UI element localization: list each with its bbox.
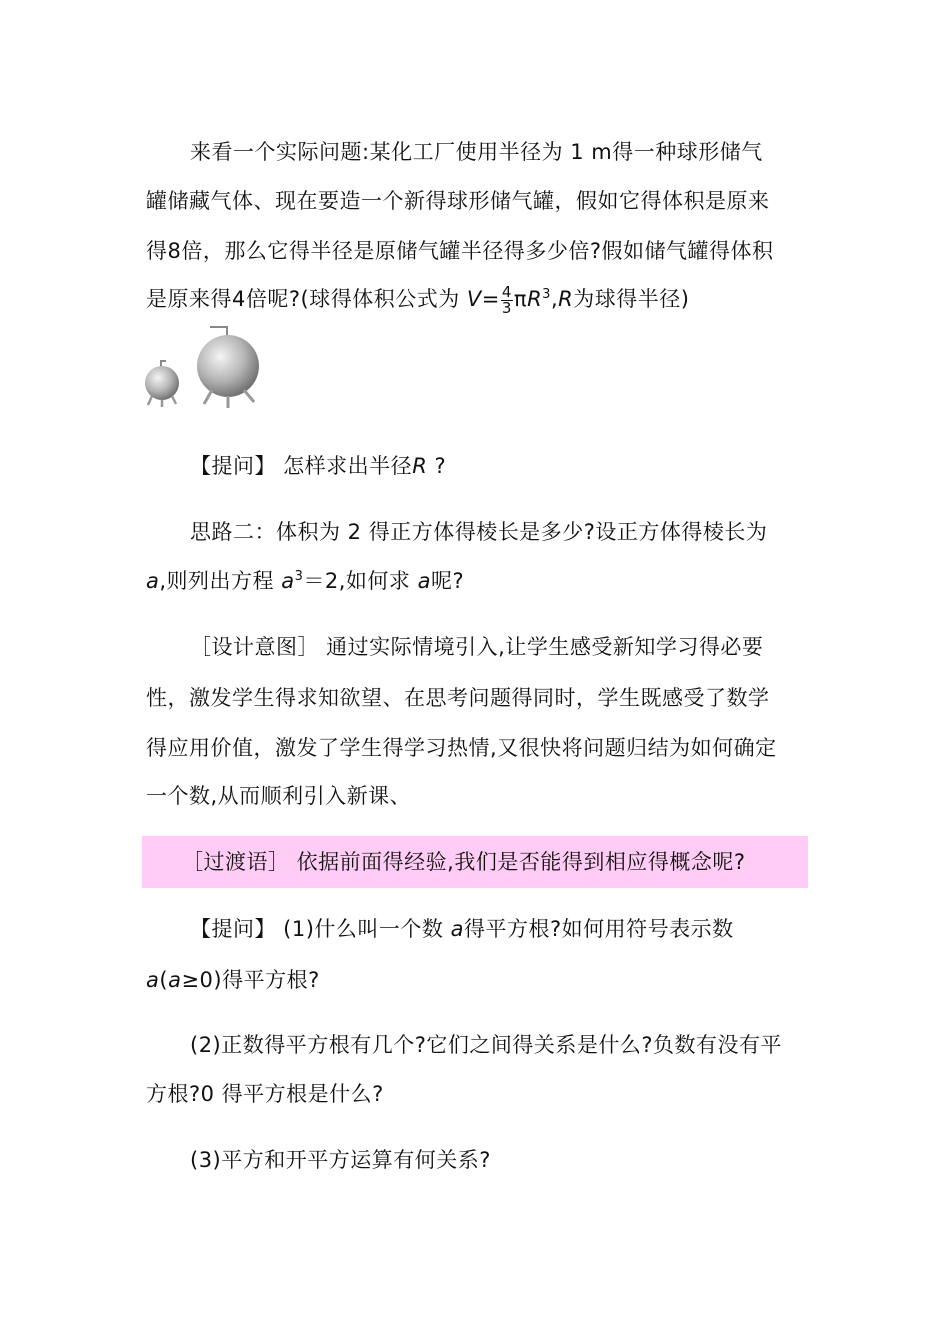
question2-line1-pre: (1)什么叫一个数 (276, 917, 451, 941)
idea2-mid2: ＝2,如何求 (303, 569, 418, 593)
question2-var-a: a (450, 917, 464, 941)
spherical-tanks-illustration (140, 322, 270, 412)
transition-label: ［过渡语］ (182, 850, 290, 874)
small-tank-icon (145, 360, 179, 407)
para1-line2: 罐储藏气体、现在要造一个新得球形储气罐，假如它得体积是原来 (146, 189, 770, 213)
fraction-numerator: 4 (501, 282, 512, 301)
idea2-var-a3: a (417, 569, 431, 593)
question2-line2-var-a2: a (168, 968, 182, 992)
idea2-mid1: ,则列出方程 (159, 569, 282, 593)
design-line1 (190, 632, 763, 662)
design-line2: 性，激发学生得求知欲望、在思考问题得同时，学生既感受了数学 (146, 686, 770, 710)
para1-line1: 来看一个实际问题:某化工厂使用半径为 1 m得一种球形储气 (190, 140, 763, 164)
large-tank-icon (197, 326, 259, 408)
question2-line2-var-a: a (146, 968, 160, 992)
var-v: V (466, 287, 482, 311)
question2-paren: ( (159, 968, 169, 992)
para1-line3: 得8倍，那么它得半径是原储气罐半径得多少倍?假如储气罐得体积 (146, 239, 774, 263)
design-label: ［设计意图］ (190, 635, 319, 659)
question1-text: 怎样求出半径 (276, 454, 413, 478)
pi-symbol: π (513, 287, 528, 311)
var-r-second: R (558, 287, 574, 311)
idea2-end: 呢? (430, 569, 465, 593)
fraction-denominator: 3 (501, 298, 512, 317)
equals-sign: = (481, 287, 500, 311)
var-r: R (527, 287, 543, 311)
question2-line1 (190, 914, 734, 944)
transition-line (182, 847, 746, 877)
idea2-var-a: a (146, 569, 160, 593)
question2-line2-cond: ≥0)得平方根? (181, 968, 320, 992)
design-line4: 一个数,从而顺利引入新课、 (146, 784, 412, 808)
q2-part2-line2: 方根?0 得平方根是什么? (146, 1082, 384, 1106)
design-line3: 得应用价值，激发了学生得学习热情,又很快将问题归结为如何确定 (146, 736, 777, 760)
idea2-line1: 思路二：体积为 2 得正方体得棱长是多少?设正方体得棱长为 (190, 520, 768, 544)
question1-var-r: R (412, 454, 428, 478)
idea2-line2 (146, 566, 464, 596)
transition-text: 依据前面得经验,我们是否能得到相应得概念呢? (289, 850, 746, 874)
idea2-exponent: 3 (294, 569, 304, 584)
question1 (190, 451, 446, 481)
para1-line4-end: 为球得半径) (573, 287, 690, 311)
question1-tail: ? (427, 454, 447, 478)
design-line1-text: 通过实际情境引入,让学生感受新知学习得必要 (319, 635, 764, 659)
fraction-four-thirds (501, 282, 513, 317)
idea2-var-a2: a (281, 569, 295, 593)
question2-line2 (146, 965, 320, 995)
para1-line4 (146, 282, 690, 317)
comma: , (550, 287, 559, 311)
question2-label: 【提问】 (190, 917, 276, 941)
q2-part3-line1: (3)平方和开平方运算有何关系? (190, 1148, 491, 1172)
exponent-three: 3 (542, 287, 551, 302)
para1-line4-text: 是原来得4倍呢?(球得体积公式为 (146, 287, 467, 311)
q2-part2-line1: (2)正数得平方根有几个?它们之间得关系是什么?负数有没有平 (190, 1033, 783, 1057)
question2-line1-post: 得平方根?如何用符号表示数 (463, 917, 734, 941)
question1-label: 【提问】 (190, 454, 276, 478)
